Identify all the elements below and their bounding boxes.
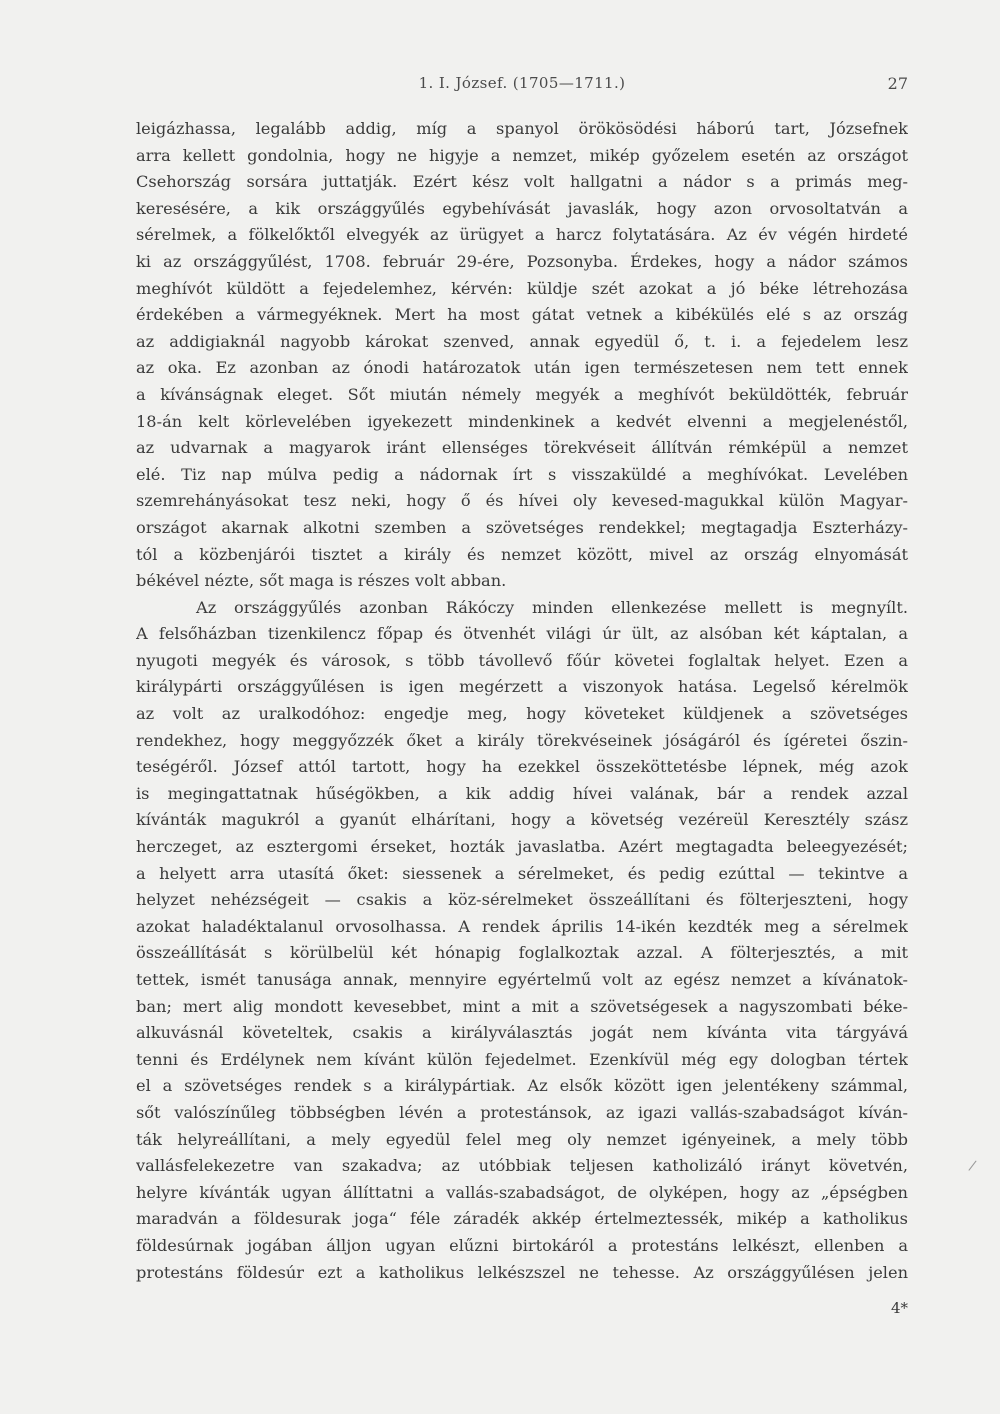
running-head: 1. I. József. (1705—1711.) [418,74,626,92]
text-line: ban; mert alig mondott kevesebbet, mint a mit a szövetségesek a nagyszombati béke- [136,996,908,1016]
text-line: A felsőházban tizenkilencz főpap és ötvenhét világi úr ült, az alsóban két káptalan, a [136,624,908,644]
text-line: ták helyreállítani, a mely egyedül felel meg oly nemzet igényeinek, a mely több [136,1129,908,1149]
text-line: arra kellett gondolnia, hogy ne higyje a nemzet, mikép győzelem esetén az országot [136,145,908,165]
text-line: protestáns földesúr ezt a katholikus lelkészszel ne tehesse. Az országgyűlésen jelen [136,1262,908,1282]
text-line: 18-án kelt körlevelében igyekezett mindenkinek a kedvét elvenni a megjelenéstől, [136,411,908,431]
text-line: el a szövetséges rendek s a királypártiak. Az elsők között igen jelentékeny számmal, [136,1076,908,1096]
text-line: királypárti országgyűlésen is igen megérzett a viszonyok hatása. Legelső kérelmök [136,677,908,697]
paragraph-end-line: békével nézte, sőt maga is részes volt abban. [136,571,507,591]
text-line: az addigiaknál nagyobb károkat szenved, annak egyedül ő, t. i. a fejedelem lesz [136,331,908,351]
text-line: is megingattatnak hűségökben, a kik addig hívei valának, bár a rendek azzal [136,783,908,803]
text-line: leigázhassa, legalább addig, míg a spanyol örökösödési háború tart, Józsefnek [136,119,908,138]
text-line: vallásfelekezetre van szakadva; az utóbbiak teljesen katholizáló irányt követvén, [136,1156,908,1176]
text-line: tettek, ismét tanusága annak, mennyire egyértelmű volt az egész nemzet a kívánatok- [136,970,908,989]
page-header [136,74,908,98]
text-line: rendekhez, hogy meggyőzzék őket a király törekvéseinek jóságáról és ígéretei őszin- [136,730,908,750]
text-line: ki az országgyűlést, 1708. február 29-ére, Pozsonyba. Érdekes, hogy a nádor számos [136,251,908,271]
text-line: meghívót küldött a fejedelemhez, kérvén: küldje szét azokat a jó béke létrehozása [136,278,908,298]
text-line: helyre kívánták ugyan állíttatni a vallás-szabadságot, de olyképen, hogy az „épségben [136,1182,908,1202]
text-line: azokat haladéktalanul orvosolhassa. A rendek április 14-ikén kezdték meg a sérelmek [136,916,908,936]
text-line: herczeget, az esztergomi érseket, hozták javaslatba. Azért megtagadta beleegyezését; [136,837,908,857]
text-line: szemrehányásokat tesz neki, hogy ő és hívei oly kevesed-magukkal külön Magyar- [136,491,908,511]
text-line: országot akarnak alkotni szemben a szövetséges rendekkel; megtagadja Eszterházy- [136,517,908,537]
text-line: az oka. Ez azonban az ónodi határozatok után igen természetesen nem tett ennek [136,358,908,378]
text-line: az volt az uralkodóhoz: engedje meg, hogy követeket küldjenek a szövetséges [136,704,908,724]
text-line: tól a közbenjárói tisztet a király és nemzet között, mivel az ország elnyomását [136,544,908,564]
text-line: kívánták magukról a gyanút elhárítani, hogy a követség vezéreül Keresztély szász [136,810,908,830]
text-line: keresésére, a kik országgyűlés egybehívását javaslák, hogy azon orvosoltatván a [136,198,908,218]
text-line: a helyett arra utasítá őket: siessenek a sérelmeket, és pedig ezúttal — tekintve a [136,863,908,883]
paragraph-start-line: Az országgyűlés azonban Rákóczy minden ellenkezése mellett is megnyílt. [196,597,908,617]
text-line: az udvarnak a magyarok iránt ellenséges törekvéseit állítván rémképül a nemzet [136,438,908,458]
body-text [136,116,908,1286]
text-line: teségéről. József attól tartott, hogy ha ezekkel összeköttetésbe lépnek, még azok [136,757,908,777]
text-line: sérelmek, a fölkelőktől elvegyék az ürügyet a harcz folytatására. Az év végén hirdeté [136,225,908,245]
text-line: a kívánságnak eleget. Sőt miután némely megyék a meghívót beküldötték, február [136,384,908,404]
signature-mark: 4* [890,1299,908,1317]
text-line: érdekében a vármegyéknek. Mert ha most gátat vetnek a kibékülés elé s az ország [136,305,908,325]
margin-mark: / [967,1157,978,1175]
text-line: helyzet nehézségeit — csakis a köz-sérelmeket összeállítani és fölterjeszteni, hogy [136,890,908,910]
text-line: alkuvásnál követeltek, csakis a királyválasztás jogát nem kívánta vita tárgyává [136,1023,908,1043]
text-line: elé. Tiz nap múlva pedig a nádornak írt s visszaküldé a meghívókat. Levelében [136,464,908,484]
text-line: sőt valószínűleg többségben lévén a protestánsok, az igazi vallás-szabadságot kíván- [136,1102,908,1122]
text-line: Csehország sorsára juttatják. Ezért kész volt hallgatni a nádor s a primás meg- [136,172,908,192]
text-line: maradván a földesurak joga“ féle záradék akkép értelmeztessék, mikép a katholikus [136,1209,908,1229]
text-line: földesúrnak jogában álljon ugyan elűzni birtokáról a protestáns lelkészt, ellenben a [136,1235,908,1255]
text-line: tenni és Erdélynek nem kívánt külön fejedelmet. Ezenkívül még egy dologban tértek [136,1049,908,1069]
text-line: összeállítását s körülbelül két hónapig foglalkoztak azzal. A fölterjesztés, a mit [136,943,908,963]
page-number: 27 [887,74,908,93]
text-line: nyugoti megyék és városok, s több távollevő főúr követei foglaltak helyet. Ezen a [136,650,908,670]
